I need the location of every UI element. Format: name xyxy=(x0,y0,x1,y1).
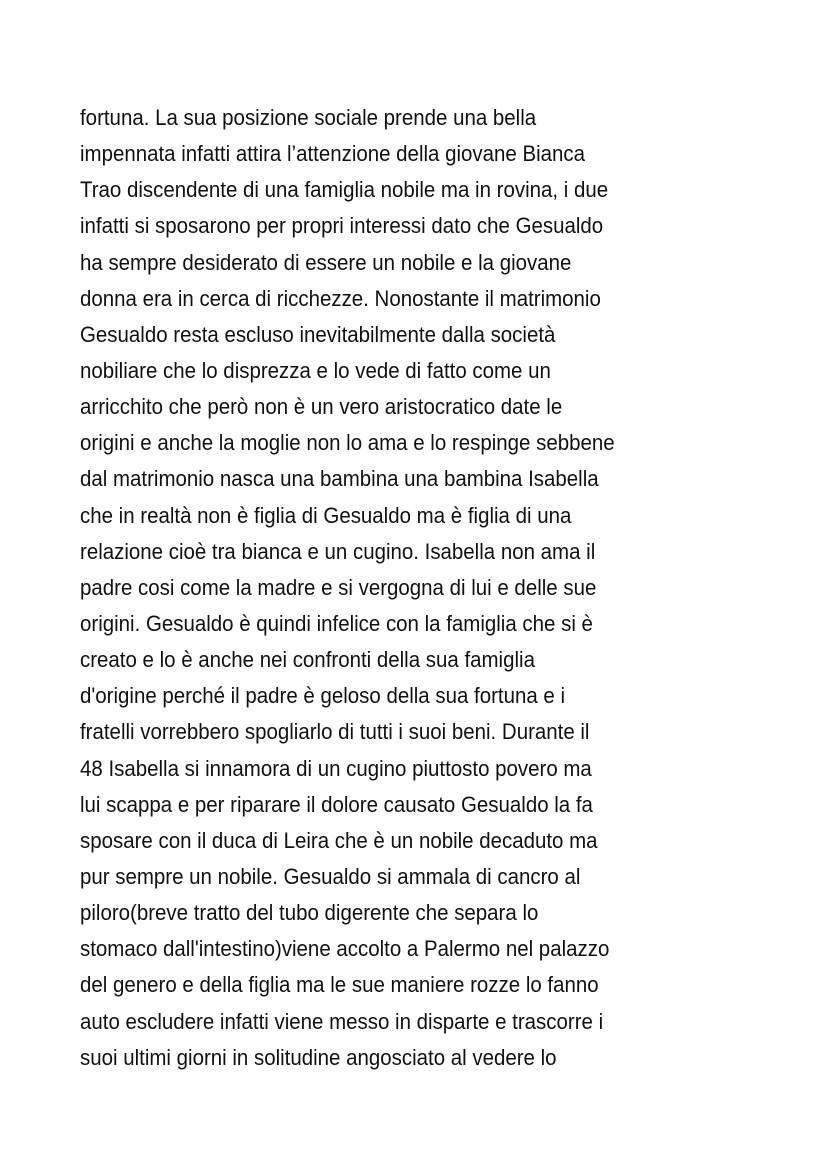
text-line: Trao discendente di una famiglia nobile ma in rovina, i due xyxy=(80,177,609,203)
text-line: dal matrimonio nasca una bambina una bambina Isabella xyxy=(80,466,599,492)
text-line: che in realtà non è figlia di Gesualdo ma è figlia di una xyxy=(80,502,572,528)
body-text xyxy=(80,100,780,1076)
text-line: origini. Gesualdo è quindi infelice con la famiglia che si è xyxy=(80,610,593,636)
text-line: donna era in cerca di ricchezze. Nonostante il matrimonio xyxy=(80,285,601,311)
text-line: fratelli vorrebbero spogliarlo di tutti i suoi beni. Durante il xyxy=(80,719,590,745)
text-line: ha sempre desiderato di essere un nobile e la giovane xyxy=(80,249,572,275)
text-line: nobiliare che lo disprezza e lo vede di fatto come un xyxy=(80,357,551,383)
text-line: relazione cioè tra bianca e un cugino. Isabella non ama il xyxy=(80,538,596,564)
text-line: del genero e della figlia ma le sue maniere rozze lo fanno xyxy=(80,972,599,998)
text-line: fortuna. La sua posizione sociale prende una bella xyxy=(80,105,537,130)
text-line: pur sempre un nobile. Gesualdo si ammala di cancro al xyxy=(80,863,581,889)
text-line: d'origine perché il padre è geloso della sua fortuna e i xyxy=(80,683,566,709)
text-line: sposare con il duca di Leira che è un nobile decaduto ma xyxy=(80,827,598,853)
text-line: lui scappa e per riparare il dolore causato Gesualdo la fa xyxy=(80,791,593,817)
text-line: 48 Isabella si innamora di un cugino piuttosto povero ma xyxy=(80,755,592,781)
text-line: padre cosi come la madre e si vergogna di lui e delle sue xyxy=(80,574,597,600)
text-line: creato e lo è anche nei confronti della sua famiglia xyxy=(80,647,535,673)
text-line: arricchito che però non è un vero aristocratico date le xyxy=(80,394,563,420)
text-line: suoi ultimi giorni in solitudine angosciato al vedere lo xyxy=(80,1044,557,1070)
text-line: Gesualdo resta escluso inevitabilmente dalla società xyxy=(80,321,556,347)
text-line: impennata infatti attira l’attenzione della giovane Bianca xyxy=(80,141,586,167)
text-line: origini e anche la moglie non lo ama e lo respinge sebbene xyxy=(80,430,615,456)
text-line: infatti si sposarono per propri interessi dato che Gesualdo xyxy=(80,213,604,239)
text-line: auto escludere infatti viene messo in disparte e trascorre i xyxy=(80,1008,604,1034)
text-line: piloro(breve tratto del tubo digerente che separa lo xyxy=(80,900,539,926)
text-line: stomaco dall'intestino)viene accolto a Palermo nel palazzo xyxy=(80,936,610,962)
